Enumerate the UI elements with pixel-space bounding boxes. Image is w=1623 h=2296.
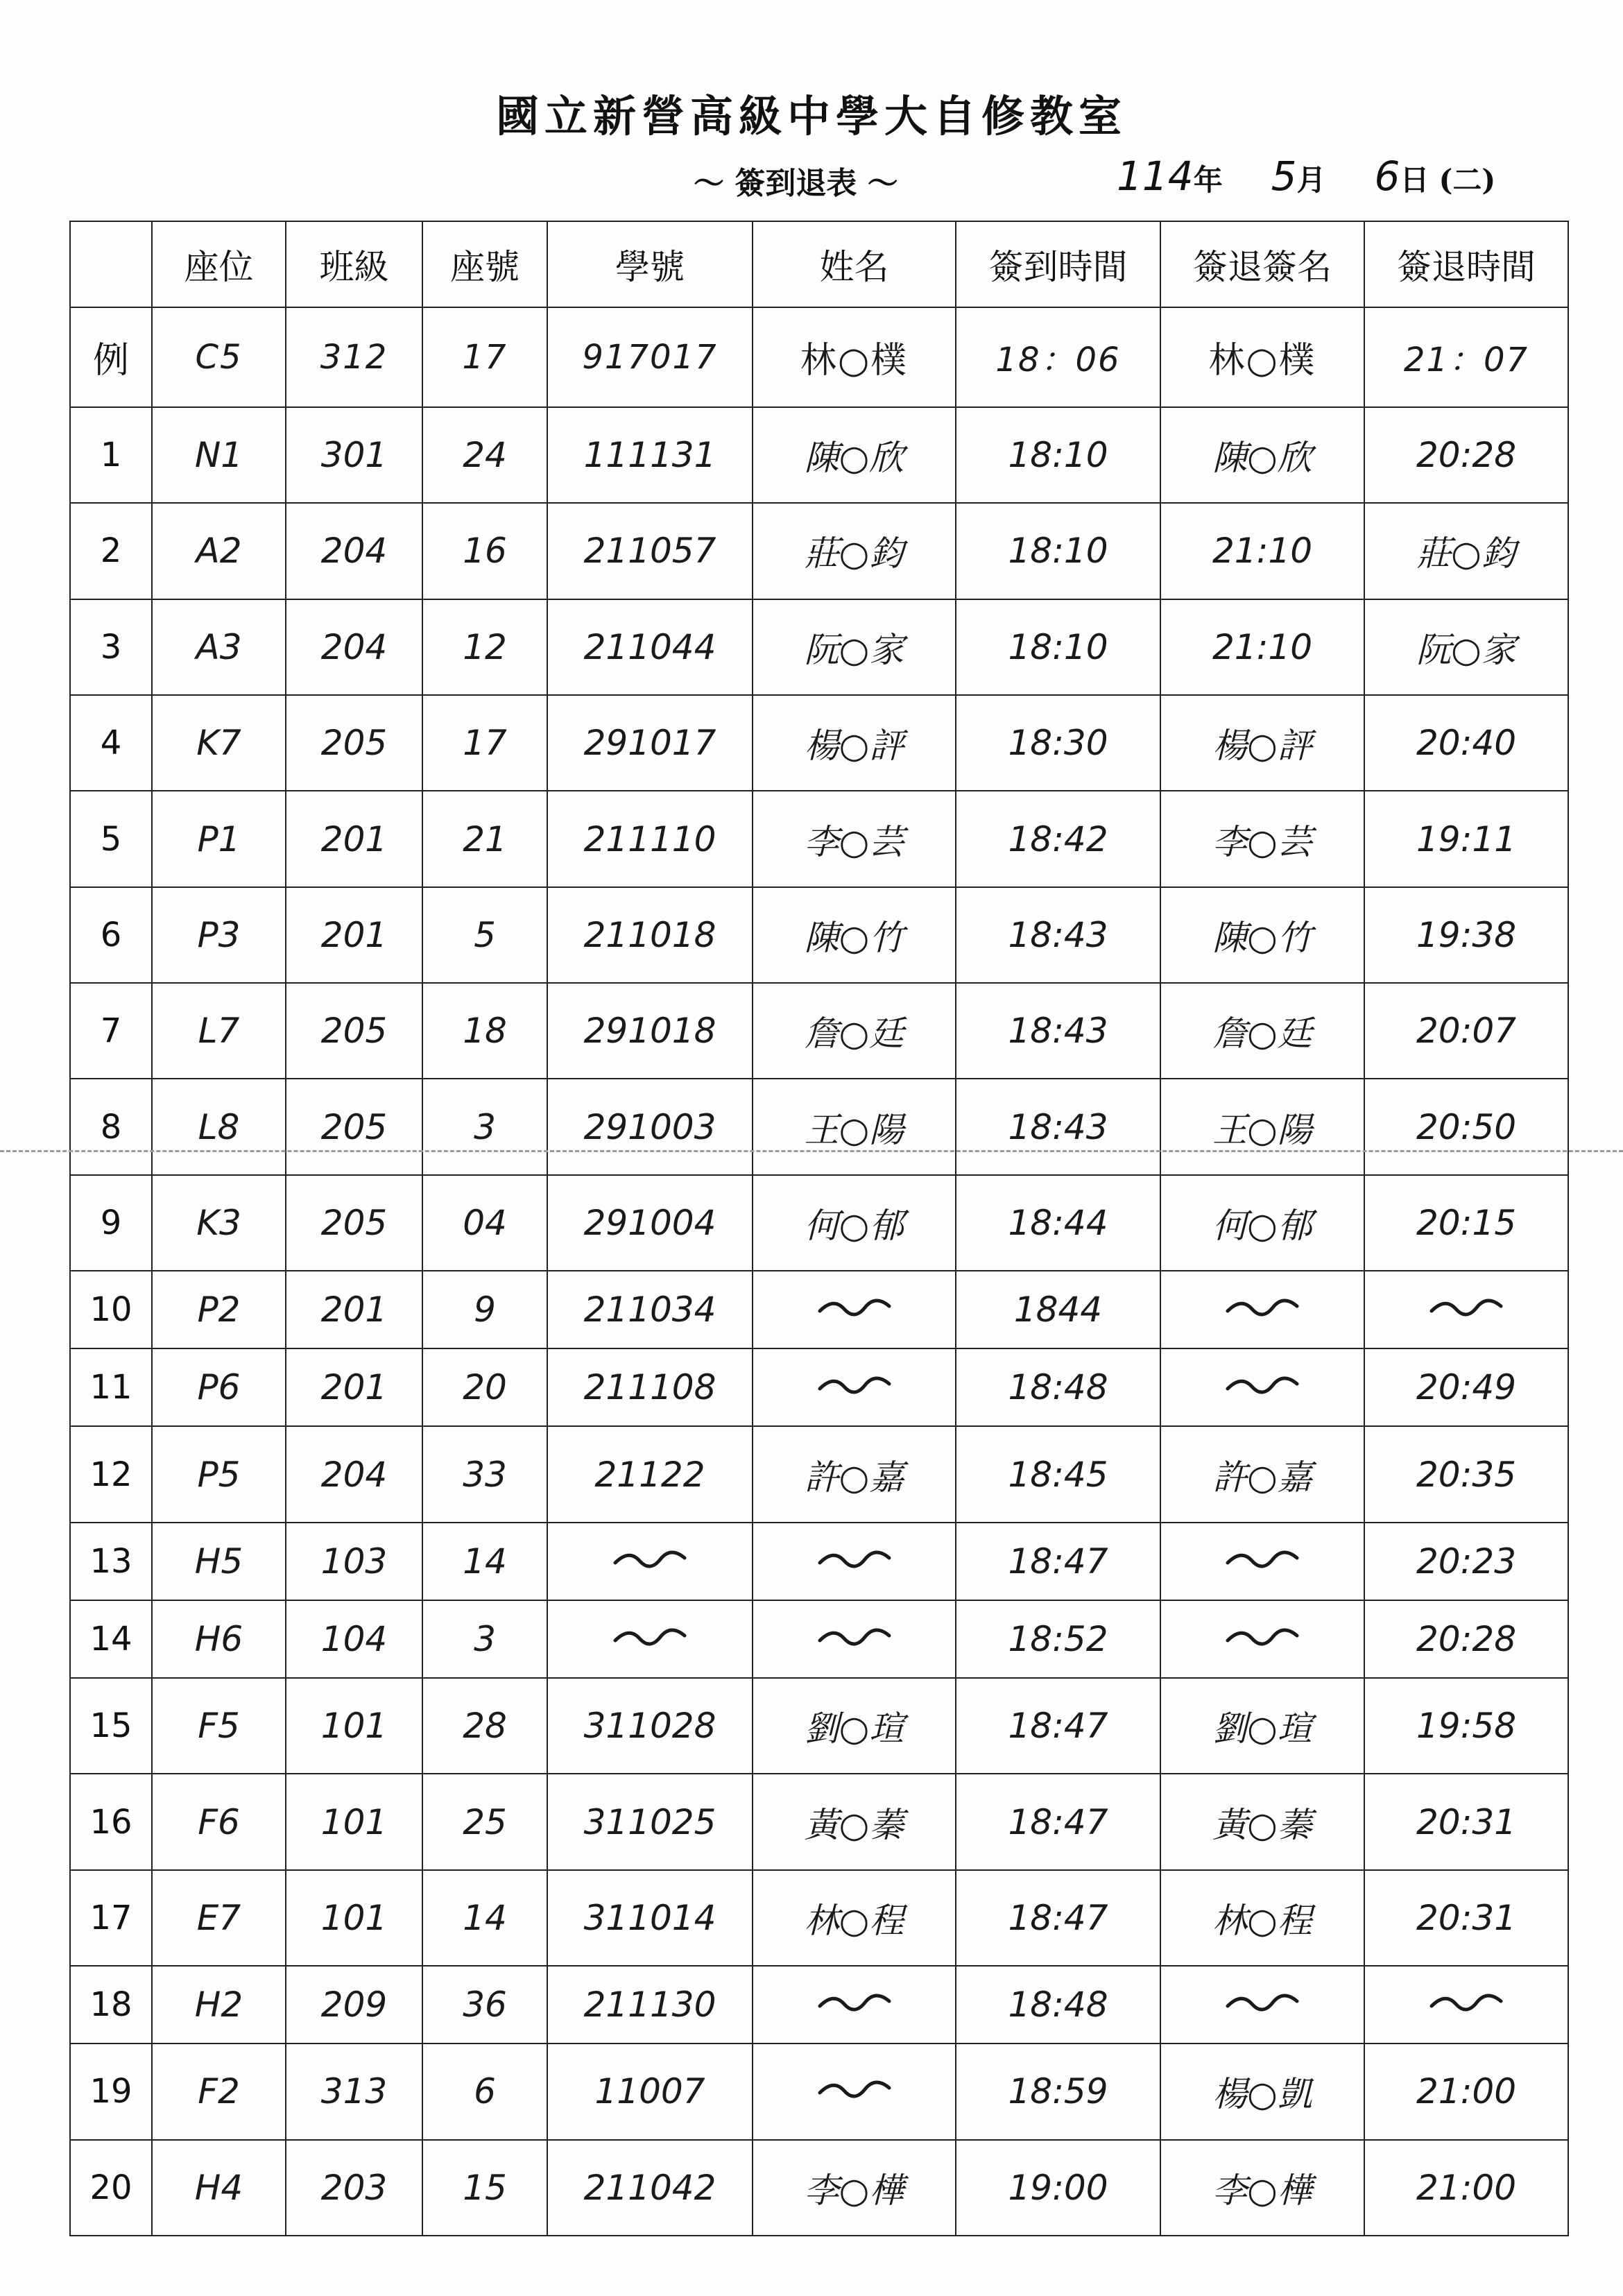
- row-seat: P2: [152, 1271, 286, 1348]
- row-student-id: 311014: [547, 1870, 753, 1966]
- row-checkout-time: 阮○家: [1364, 599, 1568, 695]
- row-checkout-signature: 李○芸: [1160, 791, 1364, 886]
- illegible-signature-mark: [1224, 1623, 1300, 1651]
- row-student-id: 21122: [547, 1426, 753, 1522]
- illegible-signature-mark: [816, 1623, 893, 1651]
- sheet-subtitle: ～ 簽到退表 ～: [694, 166, 898, 201]
- row-class: 204: [286, 503, 422, 599]
- table-row: [70, 695, 1568, 791]
- illegible-signature-mark: [816, 1294, 893, 1321]
- row-student-id: 311028: [547, 1678, 753, 1774]
- row-number: 7: [70, 983, 152, 1079]
- row-checkin-time: 1844: [956, 1271, 1160, 1348]
- col-header-name: 姓名: [753, 221, 956, 307]
- row-checkout-signature: 21:10: [1160, 599, 1364, 695]
- row-seat-number: 04: [422, 1175, 547, 1271]
- row-checkout-time: 20:28: [1364, 407, 1568, 503]
- row-class: 104: [286, 1600, 422, 1678]
- row-checkout-signature: 詹○廷: [1160, 983, 1364, 1079]
- row-name: 莊○鈞: [753, 503, 956, 599]
- row-student-id: 11007: [547, 2044, 753, 2139]
- row-checkin-time: 18:48: [956, 1348, 1160, 1426]
- row-class: 101: [286, 1870, 422, 1966]
- row-checkin-time: 18:47: [956, 1870, 1160, 1966]
- row-class: 103: [286, 1523, 422, 1600]
- illegible-signature-mark: [816, 1371, 893, 1399]
- row-name: 阮○家: [753, 599, 956, 695]
- row-class: 205: [286, 983, 422, 1079]
- row-class: 205: [286, 1079, 422, 1174]
- row-seat: P1: [152, 791, 286, 886]
- col-header-number: 座號: [422, 221, 547, 307]
- row-checkin-time: 18:10: [956, 407, 1160, 503]
- table-row: [70, 1870, 1568, 1966]
- row-number: 5: [70, 791, 152, 886]
- col-header-seat: 座位: [152, 221, 286, 307]
- row-checkin-time: 18:47: [956, 1774, 1160, 1869]
- row-class: 101: [286, 1678, 422, 1774]
- row-number: 15: [70, 1678, 152, 1774]
- row-student-id: 211057: [547, 503, 753, 599]
- row-checkout-signature: [1160, 1271, 1364, 1348]
- row-checkout-time: 20:40: [1364, 695, 1568, 791]
- date-weekday: (二): [1439, 163, 1496, 197]
- row-seat-number: 18: [422, 983, 547, 1079]
- table-row: [70, 1678, 1568, 1774]
- row-number: 17: [70, 1870, 152, 1966]
- illegible-signature-mark: [1224, 1371, 1300, 1399]
- row-checkin-time: 18:43: [956, 983, 1160, 1079]
- table-row: [70, 599, 1568, 695]
- row-checkout-signature: 何○郁: [1160, 1175, 1364, 1271]
- row-seat-number: 20: [422, 1348, 547, 1426]
- row-student-id: 211108: [547, 1348, 753, 1426]
- row-seat-number: 12: [422, 599, 547, 695]
- row-name: 許○嘉: [753, 1426, 956, 1522]
- row-number: 11: [70, 1348, 152, 1426]
- example-class: 312: [286, 307, 422, 407]
- row-checkin-time: 18:45: [956, 1426, 1160, 1522]
- row-checkout-time: 20:07: [1364, 983, 1568, 1079]
- row-class: 201: [286, 1348, 422, 1426]
- table-row: [70, 1426, 1568, 1522]
- row-checkin-time: 18:47: [956, 1678, 1160, 1774]
- illegible-signature-mark: [816, 1989, 893, 2016]
- row-class: 204: [286, 599, 422, 695]
- table-row: [70, 1774, 1568, 1869]
- row-seat: K7: [152, 695, 286, 791]
- row-checkout-time: 19:11: [1364, 791, 1568, 886]
- table-row: [70, 1523, 1568, 1600]
- row-checkout-time: 莊○鈞: [1364, 503, 1568, 599]
- row-checkin-time: 18:30: [956, 695, 1160, 791]
- row-checkout-signature: 王○陽: [1160, 1079, 1364, 1174]
- col-header-student-id: 學號: [547, 221, 753, 307]
- row-checkout-time: 20:50: [1364, 1079, 1568, 1174]
- row-number: 2: [70, 503, 152, 599]
- col-header-class: 班級: [286, 221, 422, 307]
- date-month-unit: 月: [1296, 163, 1326, 197]
- date-year: 114: [1117, 153, 1194, 200]
- row-seat: L7: [152, 983, 286, 1079]
- row-seat: F5: [152, 1678, 286, 1774]
- row-name: [753, 1348, 956, 1426]
- sheet-title: 國立新營高級中學大自修教室: [495, 91, 1127, 142]
- row-student-id: 291004: [547, 1175, 753, 1271]
- row-checkin-time: 18:44: [956, 1175, 1160, 1271]
- row-number: 16: [70, 1774, 152, 1869]
- row-class: 205: [286, 695, 422, 791]
- illegible-signature-mark: [612, 1623, 688, 1651]
- col-header-checkout-time: 簽退時間: [1364, 221, 1568, 307]
- row-student-id: 291003: [547, 1079, 753, 1174]
- row-checkout-signature: 林○程: [1160, 1870, 1364, 1966]
- row-checkout-signature: 李○樺: [1160, 2140, 1364, 2236]
- row-number: 13: [70, 1523, 152, 1600]
- row-seat-number: 5: [422, 887, 547, 983]
- row-name: 楊○評: [753, 695, 956, 791]
- col-header-index: [70, 221, 152, 307]
- row-seat: F2: [152, 2044, 286, 2139]
- row-checkout-time: [1364, 1271, 1568, 1348]
- table-row: [70, 1966, 1568, 2044]
- row-checkin-time: 18:59: [956, 2044, 1160, 2139]
- row-seat: H4: [152, 2140, 286, 2236]
- row-name: 何○郁: [753, 1175, 956, 1271]
- row-name: 陳○竹: [753, 887, 956, 983]
- row-checkin-time: 18:10: [956, 503, 1160, 599]
- row-seat: L8: [152, 1079, 286, 1174]
- row-checkout-signature: [1160, 1966, 1364, 2044]
- example-name: 林○樸: [753, 307, 956, 407]
- row-seat-number: 24: [422, 407, 547, 503]
- example-checkout-time: 21：07: [1364, 307, 1568, 407]
- row-name: 劉○瑄: [753, 1678, 956, 1774]
- row-checkout-time: [1364, 1966, 1568, 2044]
- example-row: [70, 307, 1568, 407]
- row-number: 18: [70, 1966, 152, 2044]
- col-header-checkin: 簽到時間: [956, 221, 1160, 307]
- row-seat: H5: [152, 1523, 286, 1600]
- row-checkout-signature: [1160, 1348, 1364, 1426]
- row-name: [753, 1966, 956, 2044]
- date-day: 6: [1374, 153, 1400, 200]
- row-seat-number: 36: [422, 1966, 547, 2044]
- row-student-id: 291018: [547, 983, 753, 1079]
- row-student-id: [547, 1523, 753, 1600]
- row-checkout-time: 19:38: [1364, 887, 1568, 983]
- example-student-id: 917017: [547, 307, 753, 407]
- row-checkout-signature: 21:10: [1160, 503, 1364, 599]
- row-checkout-time: 20:31: [1364, 1774, 1568, 1869]
- table-row: [70, 887, 1568, 983]
- row-seat-number: 9: [422, 1271, 547, 1348]
- row-checkout-signature: 陳○竹: [1160, 887, 1364, 983]
- row-checkout-time: 20:28: [1364, 1600, 1568, 1678]
- row-checkout-signature: 楊○評: [1160, 695, 1364, 791]
- row-checkout-signature: 劉○瑄: [1160, 1678, 1364, 1774]
- row-student-id: 211018: [547, 887, 753, 983]
- row-seat-number: 3: [422, 1600, 547, 1678]
- table-row: [70, 791, 1568, 886]
- sign-in-table: [69, 221, 1569, 2236]
- example-label: 例: [70, 307, 152, 407]
- row-class: 201: [286, 887, 422, 983]
- table-row: [70, 407, 1568, 503]
- date-day-unit: 日: [1400, 163, 1429, 197]
- row-seat: A3: [152, 599, 286, 695]
- col-header-checkout-sign: 簽退簽名: [1160, 221, 1364, 307]
- header-row: [70, 221, 1568, 307]
- illegible-signature-mark: [1224, 1989, 1300, 2016]
- row-class: 205: [286, 1175, 422, 1271]
- row-seat-number: 21: [422, 791, 547, 886]
- row-name: 陳○欣: [753, 407, 956, 503]
- table-row: [70, 1600, 1568, 1678]
- row-number: 1: [70, 407, 152, 503]
- row-number: 3: [70, 599, 152, 695]
- row-name: [753, 2044, 956, 2139]
- row-name: 詹○廷: [753, 983, 956, 1079]
- row-class: 204: [286, 1426, 422, 1522]
- row-checkout-time: 20:49: [1364, 1348, 1568, 1426]
- row-checkout-signature: 陳○欣: [1160, 407, 1364, 503]
- example-checkout-sign: 林○樸: [1160, 307, 1364, 407]
- row-name: 王○陽: [753, 1079, 956, 1174]
- row-seat: K3: [152, 1175, 286, 1271]
- row-seat-number: 14: [422, 1870, 547, 1966]
- row-name: 李○芸: [753, 791, 956, 886]
- row-number: 14: [70, 1600, 152, 1678]
- row-name: [753, 1600, 956, 1678]
- row-checkout-signature: 許○嘉: [1160, 1426, 1364, 1522]
- table-row: [70, 2140, 1568, 2236]
- row-seat-number: 16: [422, 503, 547, 599]
- illegible-signature-mark: [1428, 1989, 1504, 2016]
- illegible-signature-mark: [612, 1545, 688, 1573]
- row-student-id: [547, 1600, 753, 1678]
- row-class: 313: [286, 2044, 422, 2139]
- row-seat-number: 25: [422, 1774, 547, 1869]
- row-seat: H6: [152, 1600, 286, 1678]
- row-seat: N1: [152, 407, 286, 503]
- row-number: 9: [70, 1175, 152, 1271]
- row-checkout-time: 21:00: [1364, 2140, 1568, 2236]
- row-seat: P3: [152, 887, 286, 983]
- table-row: [70, 1079, 1568, 1174]
- date-line: [1117, 153, 1495, 200]
- row-seat-number: 6: [422, 2044, 547, 2139]
- row-seat: P6: [152, 1348, 286, 1426]
- row-student-id: 211034: [547, 1271, 753, 1348]
- row-seat: P5: [152, 1426, 286, 1522]
- row-checkin-time: 18:10: [956, 599, 1160, 695]
- row-student-id: 291017: [547, 695, 753, 791]
- row-checkout-signature: 楊○凱: [1160, 2044, 1364, 2139]
- row-seat-number: 17: [422, 695, 547, 791]
- row-number: 6: [70, 887, 152, 983]
- illegible-signature-mark: [1428, 1294, 1504, 1321]
- row-seat-number: 3: [422, 1079, 547, 1174]
- table-row: [70, 1271, 1568, 1348]
- row-student-id: 211130: [547, 1966, 753, 2044]
- table-row: [70, 1175, 1568, 1271]
- row-checkout-time: 20:35: [1364, 1426, 1568, 1522]
- row-checkout-signature: 黃○蓁: [1160, 1774, 1364, 1869]
- fold-dashed-line: [0, 1150, 1623, 1152]
- row-student-id: 211110: [547, 791, 753, 886]
- row-seat-number: 33: [422, 1426, 547, 1522]
- row-number: 10: [70, 1271, 152, 1348]
- row-student-id: 311025: [547, 1774, 753, 1869]
- table-row: [70, 503, 1568, 599]
- row-class: 201: [286, 1271, 422, 1348]
- row-number: 20: [70, 2140, 152, 2236]
- row-seat-number: 15: [422, 2140, 547, 2236]
- row-checkin-time: 18:48: [956, 1966, 1160, 2044]
- illegible-signature-mark: [816, 1545, 893, 1573]
- row-student-id: 111131: [547, 407, 753, 503]
- row-checkin-time: 18:43: [956, 887, 1160, 983]
- date-month: 5: [1271, 153, 1297, 200]
- row-seat: H2: [152, 1966, 286, 2044]
- row-class: 203: [286, 2140, 422, 2236]
- row-number: 12: [70, 1426, 152, 1522]
- row-name: [753, 1523, 956, 1600]
- row-checkout-time: 21:00: [1364, 2044, 1568, 2139]
- row-checkout-time: 19:58: [1364, 1678, 1568, 1774]
- row-checkin-time: 18:42: [956, 791, 1160, 886]
- table-row: [70, 2044, 1568, 2139]
- date-year-unit: 年: [1193, 163, 1223, 197]
- row-checkin-time: 18:52: [956, 1600, 1160, 1678]
- row-seat-number: 14: [422, 1523, 547, 1600]
- row-name: 林○程: [753, 1870, 956, 1966]
- table-row: [70, 983, 1568, 1079]
- illegible-signature-mark: [1224, 1294, 1300, 1321]
- example-number: 17: [422, 307, 547, 407]
- example-seat: C5: [152, 307, 286, 407]
- row-class: 201: [286, 791, 422, 886]
- row-seat: E7: [152, 1870, 286, 1966]
- row-student-id: 211044: [547, 599, 753, 695]
- row-checkin-time: 18:47: [956, 1523, 1160, 1600]
- illegible-signature-mark: [1224, 1545, 1300, 1573]
- example-checkin: 18：06: [956, 307, 1160, 407]
- illegible-signature-mark: [816, 2075, 893, 2103]
- row-seat: A2: [152, 503, 286, 599]
- row-checkout-time: 20:31: [1364, 1870, 1568, 1966]
- row-student-id: 211042: [547, 2140, 753, 2236]
- row-name: 李○樺: [753, 2140, 956, 2236]
- row-number: 19: [70, 2044, 152, 2139]
- row-name: 黃○蓁: [753, 1774, 956, 1869]
- row-checkin-time: 18:43: [956, 1079, 1160, 1174]
- row-seat: F6: [152, 1774, 286, 1869]
- row-class: 101: [286, 1774, 422, 1869]
- row-checkout-time: 20:23: [1364, 1523, 1568, 1600]
- row-checkout-signature: [1160, 1600, 1364, 1678]
- row-class: 209: [286, 1966, 422, 2044]
- row-checkout-time: 20:15: [1364, 1175, 1568, 1271]
- row-number: 8: [70, 1079, 152, 1174]
- row-class: 301: [286, 407, 422, 503]
- row-checkout-signature: [1160, 1523, 1364, 1600]
- row-name: [753, 1271, 956, 1348]
- row-number: 4: [70, 695, 152, 791]
- table-row: [70, 1348, 1568, 1426]
- row-checkin-time: 19:00: [956, 2140, 1160, 2236]
- row-seat-number: 28: [422, 1678, 547, 1774]
